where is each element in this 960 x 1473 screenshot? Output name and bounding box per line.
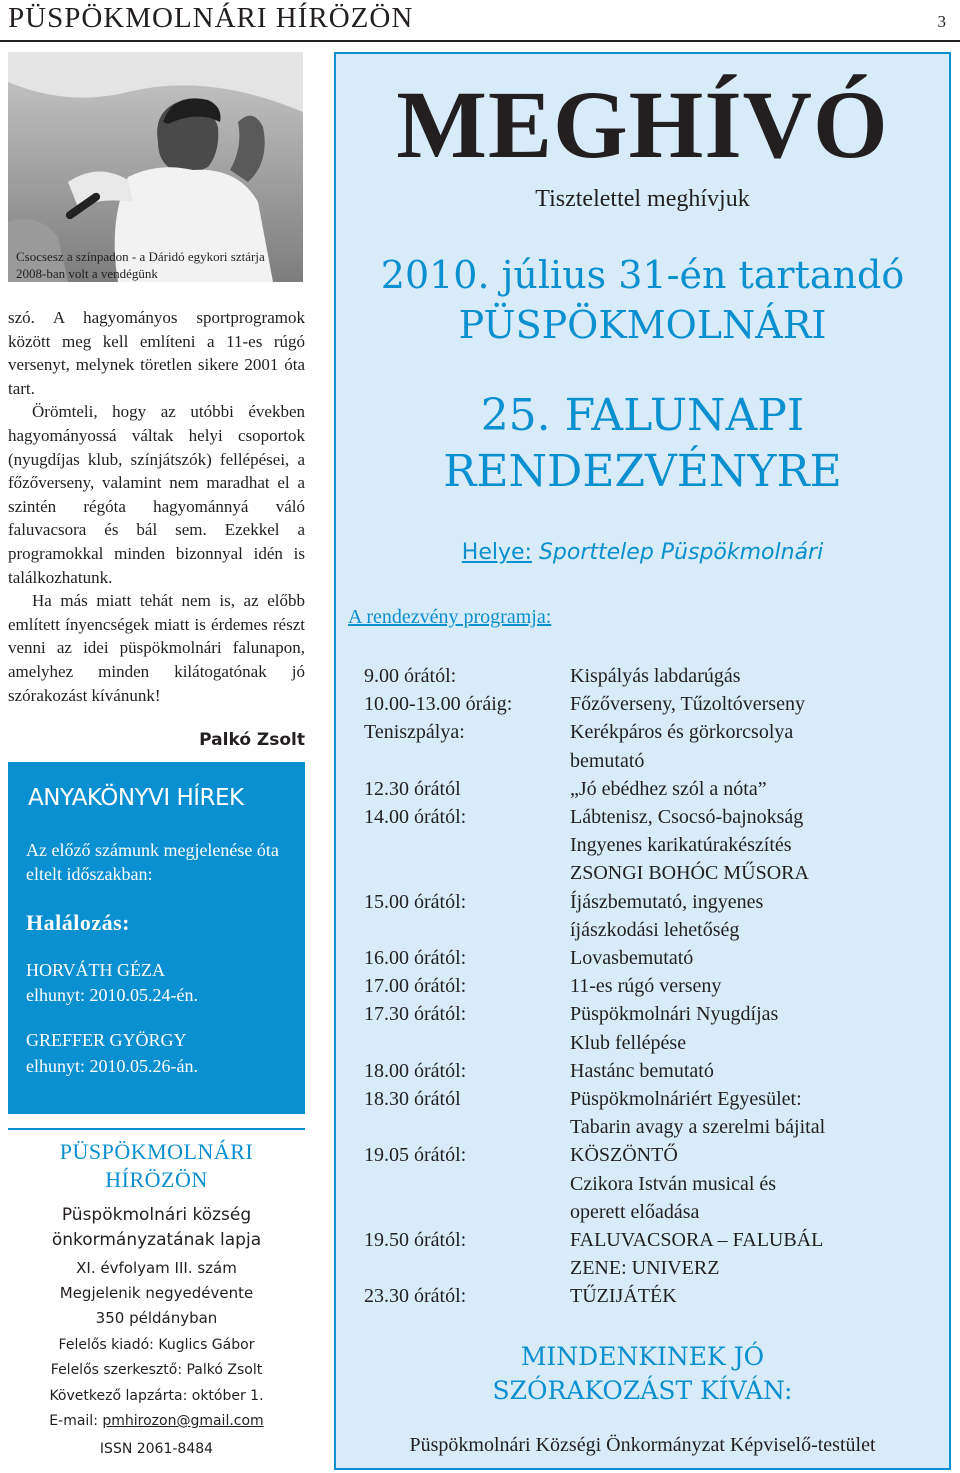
schedule-time: 15.00 órától: <box>364 890 467 913</box>
schedule-row <box>364 831 944 859</box>
invitation-date-line: 2010. július 31-én tartandó <box>380 253 905 297</box>
impressum-frequency: Megjelenik negyedévente <box>59 1284 254 1302</box>
registry-news-title: ANYAKÖNYVI HÍREK <box>28 785 244 811</box>
schedule-time <box>364 1170 570 1198</box>
schedule-row <box>364 1170 944 1198</box>
schedule-activity: ZENE: UNIVERZ <box>570 1257 720 1280</box>
schedule-activity: íjászkodási lehetőség <box>570 918 740 941</box>
deaths-heading: Halálozás: <box>26 910 130 935</box>
schedule-row <box>364 747 944 775</box>
schedule-row <box>364 1226 944 1254</box>
email-label: E-mail: <box>49 1413 103 1429</box>
deceased-name: HORVÁTH GÉZA <box>26 960 166 980</box>
program-schedule <box>364 662 944 1311</box>
schedule-activity: 11-es rúgó verseny <box>570 975 722 998</box>
schedule-time <box>364 1029 570 1057</box>
schedule-activity: bemutató <box>570 749 645 772</box>
schedule-activity: Czikora István musical és <box>570 1172 777 1195</box>
schedule-activity: Püspökmolnári Nyugdíjas <box>570 1003 779 1026</box>
invitation-date-line: PÜSPÖKMOLNÁRI <box>458 303 827 347</box>
schedule-row <box>364 944 944 972</box>
schedule-row <box>364 1113 944 1141</box>
deceased-name: GREFFER GYÖRGY <box>26 1030 187 1050</box>
schedule-row <box>364 1057 944 1085</box>
schedule-row <box>364 718 944 746</box>
impressum-email-line <box>8 1413 305 1429</box>
schedule-row <box>364 803 944 831</box>
invitation-event-line: 25. FALUNAPI <box>480 390 805 441</box>
invitation-location <box>334 540 951 565</box>
impressum-edition: XI. évfolyam III. szám <box>76 1259 237 1277</box>
impressum-title-line: HÍRÖZÖN <box>105 1167 208 1192</box>
article-author: Palkó Zsolt <box>199 730 305 750</box>
schedule-activity: operett előadása <box>570 1200 700 1223</box>
schedule-time: 17.00 órától: <box>364 975 467 998</box>
schedule-time: 16.00 órától: <box>364 947 467 970</box>
schedule-time <box>364 1198 570 1226</box>
schedule-row <box>364 972 944 1000</box>
schedule-activity: Püspökmolnáriért Egyesület: <box>570 1088 802 1111</box>
impressum-copies: 350 példányban <box>95 1309 218 1327</box>
article-paragraph: szó. A hagyományos sportprogramok között meg kell említeni a 11-es rúgó versenyt, melynek töretlen sikere 2001 óta tart. <box>8 308 305 398</box>
page-number: 3 <box>937 12 946 31</box>
schedule-activity: Klub fellépése <box>570 1031 687 1054</box>
schedule-activity: Lábtenisz, Csocsó-bajnokság <box>570 806 804 829</box>
invitation-wish <box>334 1340 951 1408</box>
header-divider <box>0 40 960 42</box>
schedule-row <box>364 775 944 803</box>
schedule-activity: TŰZIJÁTÉK <box>570 1285 677 1308</box>
schedule-time: 19.50 órától: <box>364 1229 467 1252</box>
impressum-issn: ISSN 2061-8484 <box>99 1441 214 1457</box>
impressum-subtitle <box>8 1203 305 1253</box>
schedule-activity: Tabarin avagy a szerelmi bájital <box>570 1116 826 1139</box>
schedule-row <box>364 859 944 887</box>
schedule-activity: Kerékpáros és görkorcsolya <box>570 721 794 744</box>
location-label: Helye: <box>461 540 532 565</box>
schedule-time: 19.05 órától: <box>364 1144 467 1167</box>
schedule-row <box>364 1141 944 1169</box>
newspaper-title: PÜSPÖKMOLNÁRI HÍRÖZÖN <box>8 2 414 34</box>
schedule-activity: „Jó ebédhez szól a nóta” <box>570 777 767 800</box>
article-body <box>8 306 305 707</box>
schedule-activity: Ingyenes karikatúrakészítés <box>570 834 792 857</box>
schedule-time <box>364 747 570 775</box>
schedule-activity: FALUVACSORA – FALUBÁL <box>570 1229 824 1252</box>
invitation-wish-line: MINDENKINEK JÓ <box>520 1342 765 1371</box>
schedule-row <box>364 888 944 916</box>
schedule-row <box>364 1198 944 1226</box>
schedule-activity: ZSONGI BOHÓC MŰSORA <box>570 862 809 885</box>
deceased-date: elhunyt: 2010.05.26-án. <box>26 1056 198 1076</box>
schedule-activity: KÖSZÖNTŐ <box>570 1144 678 1167</box>
email-link[interactable]: pmhirozon@gmail.com <box>102 1413 264 1429</box>
schedule-time: 17.30 órától: <box>364 1003 467 1026</box>
registry-news-intro: Az előző számunk megjelenése óta eltelt időszakban: <box>26 840 279 884</box>
invitation-wish-line: SZÓRAKOZÁST KÍVÁN: <box>492 1376 793 1405</box>
photo-caption: Csocsesz a színpadon - a Dáridó egykori sztárja 2008-ban volt a vendégünk <box>16 249 265 281</box>
schedule-row <box>364 1000 944 1028</box>
invitation-date <box>334 250 951 350</box>
location-value: Sporttelep Püspökmolnári <box>538 540 824 565</box>
schedule-time: 12.30 órától <box>364 777 461 800</box>
invitation-greeting: Tisztelettel meghívjuk <box>535 186 750 212</box>
schedule-activity: Lovasbemutató <box>570 947 694 970</box>
schedule-time: 10.00-13.00 óráig: <box>364 693 513 716</box>
program-heading: A rendezvény programja: <box>348 606 552 628</box>
impressum-title <box>8 1138 305 1194</box>
schedule-row <box>364 1254 944 1282</box>
invitation-title: MEGHÍVÓ <box>396 71 889 178</box>
schedule-time <box>364 859 570 887</box>
schedule-time: 23.30 órától: <box>364 1285 467 1308</box>
impressum-subtitle-line: önkormányzatának lapja <box>51 1230 262 1250</box>
article-paragraph: Örömteli, hogy az utóbbi években hagyományossá váltak helyi csoportok (nyugdíjas klub, színjátszók) fellépései, a főzőverseny, valamint nem maradhat el a szintén régóta hagyománnyá váló faluvacsora és bál sem. Ezekkel a programokkal minden bizonnyal idén is találkozhatunk. <box>8 402 305 587</box>
schedule-activity: Főzőverseny, Tűzoltóverseny <box>570 693 805 716</box>
impressum-deadline: Következő lapzárta: október 1. <box>49 1388 264 1404</box>
schedule-time: 9.00 órától: <box>364 665 457 687</box>
schedule-row <box>364 1029 944 1057</box>
schedule-time: 18.00 órától: <box>364 1059 467 1082</box>
invitation-event-line: RENDEZVÉNYRE <box>443 446 842 497</box>
schedule-row <box>364 690 944 718</box>
schedule-time <box>364 1254 570 1282</box>
schedule-activity: Kispályás labdarúgás <box>570 665 741 687</box>
invitation-event <box>334 388 951 500</box>
schedule-time: 14.00 órától: <box>364 806 467 829</box>
impressum-editor: Felelős szerkesztő: Palkó Zsolt <box>50 1362 263 1378</box>
schedule-row <box>364 1085 944 1113</box>
invitation-signatory: Püspökmolnári Községi Önkormányzat Képviselő-testület <box>409 1434 876 1456</box>
impressum-title-line: PÜSPÖKMOLNÁRI <box>59 1139 254 1164</box>
schedule-activity: Íjászbemutató, ingyenes <box>570 890 764 913</box>
schedule-time <box>364 1113 570 1141</box>
schedule-activity: Hastánc bemutató <box>570 1059 714 1082</box>
impressum-subtitle-line: Püspökmolnári község <box>61 1205 252 1225</box>
schedule-row <box>364 916 944 944</box>
schedule-time: Teniszpálya: <box>364 721 465 744</box>
impressum-publisher: Felelős kiadó: Kuglics Gábor <box>58 1337 255 1353</box>
schedule-time <box>364 916 570 944</box>
deceased-date: elhunyt: 2010.05.24-én. <box>26 985 198 1005</box>
schedule-row <box>364 662 944 690</box>
schedule-time <box>364 831 570 859</box>
schedule-row <box>364 1282 944 1310</box>
article-paragraph: Ha más miatt tehát nem is, az előbb említett ínyencségek miatt is érdemes részt venni az idei püspökmolnári falunapon, amelyhez minden kilátogatónak jó szórakozást kívánunk! <box>8 591 305 705</box>
schedule-time: 18.30 órától <box>364 1088 461 1111</box>
